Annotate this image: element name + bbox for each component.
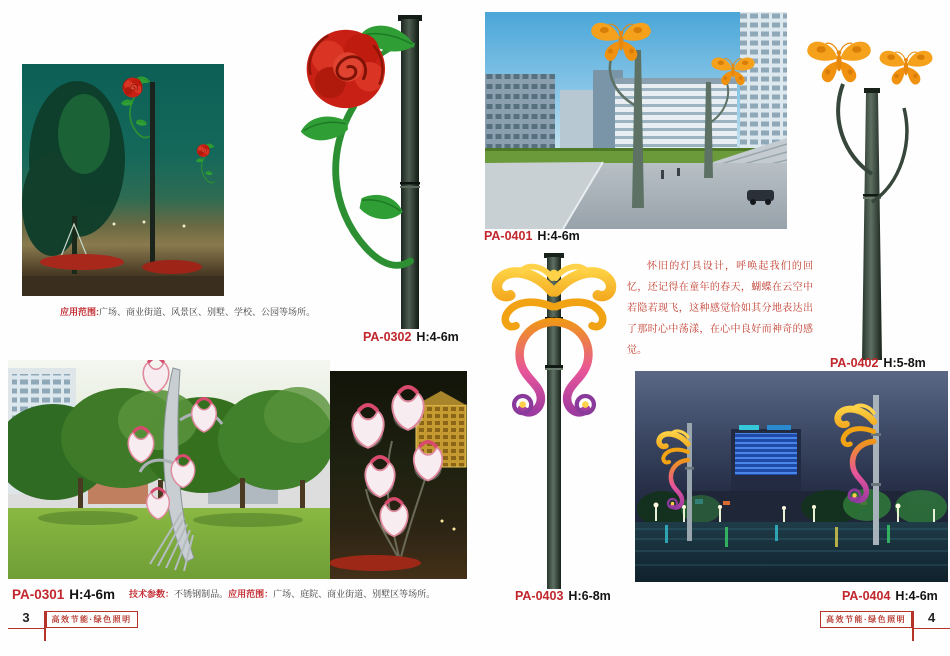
product-label-pa0404 — [842, 589, 938, 603]
day-street-scene — [485, 12, 787, 229]
night-phoenix-scene — [635, 371, 948, 582]
product-code: PA-0404 — [842, 589, 891, 603]
footer-left — [8, 611, 138, 641]
rose-lamp-illustration — [287, 8, 449, 338]
tech-parameters: 技术参数：不锈钢制品。应用范围：广场、庭院、商业街道、别墅区等场所。 — [129, 589, 436, 599]
night-lotus-scene — [330, 371, 467, 579]
footer-slogan-left: 高效节能·绿色照明 — [46, 611, 138, 628]
product-height: H:4-6m — [895, 589, 938, 603]
footer-slogan-right: 高效节能·绿色照明 — [820, 611, 912, 628]
day-park-scene — [8, 360, 330, 579]
night-plaza-scene — [22, 64, 224, 296]
butterfly-lamp-illustration — [798, 14, 948, 364]
page-number-right: 4 — [914, 611, 950, 629]
product-height: H:4-6m — [537, 229, 580, 243]
photo-day-lotus-park — [8, 360, 330, 579]
product-code: PA-0401 — [484, 229, 533, 243]
product-height: H:6-8m — [568, 589, 611, 603]
caption-label: 应用范围: — [60, 307, 99, 317]
photo-night-plaza-phoenix — [635, 371, 948, 582]
product-label-pa0402 — [830, 356, 926, 370]
product-code: PA-0301 — [12, 587, 65, 602]
product-code: PA-0403 — [515, 589, 564, 603]
product-code: PA-0402 — [830, 356, 879, 370]
photo-night-plaza-rose — [22, 64, 224, 296]
page-number-left: 3 — [8, 611, 44, 629]
product-height: H:4-6m — [416, 330, 459, 344]
caption-text: 广场、商业街道、风景区、别墅、学校、公园等场所。 — [99, 307, 316, 317]
application-caption — [60, 305, 315, 318]
product-label-pa0401 — [484, 229, 580, 243]
phoenix-lamp-illustration — [470, 247, 635, 592]
product-label-pa0403 — [515, 589, 611, 603]
product-label-pa0302 — [363, 330, 459, 344]
product-label-pa0301 — [12, 587, 435, 602]
footer-right — [820, 611, 950, 641]
photo-day-street-butterfly — [485, 12, 787, 229]
product-code: PA-0302 — [363, 330, 412, 344]
photo-night-lotus — [330, 371, 467, 579]
design-description: 怀旧的灯具设计，呼唤起我们的回忆，还记得在童年的春天，蝴蝶在云空中若隐若现飞，这种感觉恰如其分地表达出了那时心中荡漾，在心中良好而神奇的感觉。 — [627, 261, 813, 356]
product-height: H:5-8m — [883, 356, 926, 370]
product-height: H:4-6m — [69, 587, 116, 602]
